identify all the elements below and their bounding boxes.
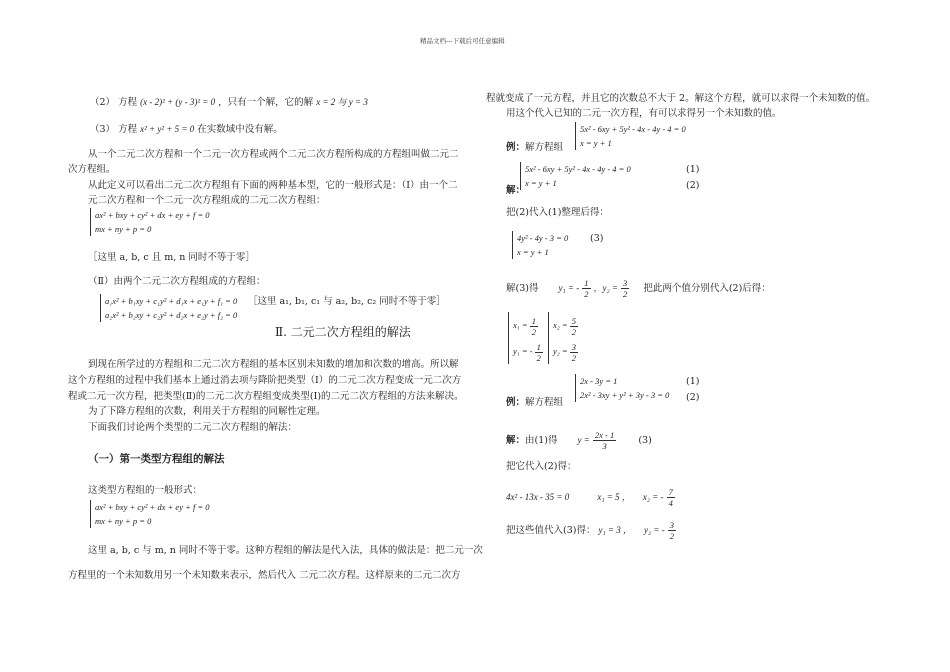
quadratic-row (506, 487, 675, 508)
para-method-2: 这个方程组的过程中我们基本上通过消去项与降阶把类型（Ⅰ）的二元二次方程变成一元二次方 (68, 375, 462, 386)
solution2-num3: (3) (638, 435, 652, 446)
quadratic-equation: 4x² - 13x - 35 = 0 (506, 492, 570, 502)
example2-text: 解方程组 (525, 397, 564, 408)
para-types-1: 从此定义可以看出二元二次方程组有下面的两种基本型，它的一般形式是：（Ⅰ）由一个二 (88, 180, 458, 191)
system-type1-eq2: mx + ny + p = 0 (95, 224, 152, 234)
yb-numerator: 3 (571, 341, 576, 352)
solution2-denominator: 3 (602, 441, 607, 451)
x1-label: x₁ = (513, 320, 528, 330)
substitute-text-2: 把它代入(2)得： (506, 461, 577, 472)
solution2-row (506, 430, 652, 451)
y2-denominator: 2 (623, 289, 628, 299)
y-solution-2-numerator: 3 (669, 520, 674, 530)
y2-label: ，y₂ = (593, 283, 618, 293)
example2-eq1: 2x - 3y = 1 (580, 376, 618, 386)
item3-text: 在实数域中没有解。 (197, 124, 283, 135)
system-general-eq2: mx + ny + p = 0 (95, 516, 152, 526)
item2-solution: x = 2 与 y = 3 (316, 97, 368, 107)
x-solution-2-fraction (667, 487, 675, 508)
solution1-x-values (508, 312, 543, 364)
solution2-text: 由(1)得 (525, 435, 558, 446)
x-solution-1: x₁ = 5 ， (597, 492, 631, 502)
y2-numerator: 3 (623, 278, 628, 288)
example1-eq2: x = y + 1 (580, 138, 612, 148)
ya-numerator: 1 (536, 341, 541, 352)
x2-denominator: 2 (571, 326, 576, 337)
para-continue-2: 用这个代入已知的二元一次方程，有可以求得另一个未知数的值。 (506, 108, 782, 119)
y-solution-2-label: y₂ = - (644, 525, 665, 535)
reduced-eq2: x = y + 1 (517, 247, 549, 257)
note-type1: ［这里 a, b, c 且 m, n 同时不等于零］ (88, 252, 255, 263)
x2-numerator: 5 (571, 315, 576, 326)
type2-intro: （Ⅱ）由两个二元二次方程组成的方程组： (88, 276, 266, 287)
solution1-eq1: 5x² - 6xy + 5y² - 4x - 4y - 4 = 0 (525, 164, 631, 174)
para-method-3: 程或二元一次方程，把类型(Ⅱ)的二元二次方程组变成类型(Ⅰ)的二元二次方程组的方法来解决。 (68, 391, 464, 402)
x2-fraction (570, 316, 578, 337)
y1-label: y₁ = - (558, 283, 580, 293)
section-title: Ⅱ. 二元二次方程组的解法 (275, 325, 411, 339)
page-header: 精品文档---下载后可任意编辑 (420, 37, 505, 45)
system-type1-general (90, 500, 210, 528)
x1-numerator: 1 (531, 315, 536, 326)
y-solution-2-fraction (668, 520, 676, 541)
reduced-eq1: 4y² - 4y - 3 = 0 (517, 233, 569, 243)
para-continue-1: 程就变成了一元方程，并且它的次数总不大于 2。解这个方程，就可以求得一个未知数的值。 (486, 93, 876, 104)
solution2-fraction (593, 430, 616, 451)
system-type2-eq1: a₁x² + b₁xy + c₁y² + d₁x + e₁y + f₁ = 0 (105, 296, 238, 306)
reduced-num3: (3) (590, 233, 604, 244)
solution2-tag: 解： (506, 435, 526, 446)
y-solution-1: y₁ = 3 ， (598, 525, 632, 535)
yb-denominator: 2 (571, 352, 576, 363)
solution1-y-values (548, 312, 578, 364)
y1-denominator: 2 (584, 289, 589, 299)
solution1-system (520, 162, 631, 190)
back-substitute-row (506, 520, 676, 541)
ya-fraction (535, 342, 543, 363)
system-type2-eq2: a₂x² + b₂xy + c₂y² + d₂x + e₂y + f₂ = 0 (105, 310, 238, 320)
x-solution-2-numerator: 7 (668, 487, 673, 497)
substitute-text-1: 把(2)代入(1)整理后得： (506, 207, 609, 218)
x2-label: x₂ = (553, 320, 568, 330)
subsection-title: （一）第一类型方程组的解法 (88, 453, 225, 465)
solve3-prefix: 解(3)得 (506, 283, 539, 294)
example2-eq2: 2x² - 3xy + y² + 3y - 3 = 0 (580, 390, 670, 400)
para-types-2: 元二次方程和一个二元一次方程组成的二元二次方程组： (88, 195, 326, 206)
example1-text: 解方程组 (525, 142, 564, 153)
y-solution-2-denominator: 2 (669, 531, 674, 541)
system-general-eq1: ax² + bxy + cy² + dx + ey + f = 0 (95, 502, 210, 512)
y2-fraction (621, 278, 629, 299)
para-definition-2: 次方程组。 (68, 164, 116, 175)
example1-system (575, 122, 686, 150)
x1-denominator: 2 (531, 326, 536, 337)
item-3 (90, 124, 283, 135)
solution1-num1: (1) (686, 164, 700, 175)
item2-text: ，只有一个解，它的解 (218, 97, 314, 108)
example1-eq1: 5x² - 6xy + 5y² - 4x - 4y - 4 = 0 (580, 124, 686, 134)
para-general-form: 这类型方程组的一般形式： (88, 485, 203, 496)
yb-label: y₂ = (553, 346, 568, 356)
ya-label: y₁ = - (513, 346, 533, 356)
solve3-suffix: 把此两个值分别代入(2)后得： (643, 283, 771, 294)
example2-system (575, 374, 669, 402)
y1-numerator: 1 (584, 278, 589, 288)
item2-label: （2） 方程 (90, 97, 138, 108)
back-substitute-text: 把这些值代入(3)得： (506, 525, 596, 536)
para-method-1: 到现在所学过的方程组和二元二次方程组的基本区别未知数的增加和次数的增高。所以解 (88, 359, 459, 370)
example1-tag: 例： (506, 142, 526, 153)
solve3-row (506, 278, 771, 299)
example2-num2: (2) (686, 392, 700, 403)
para-theorem: 为了下降方程组的次数，利用关于方程组的同解性定理。 (88, 406, 326, 417)
example2-tag: 例： (506, 397, 526, 408)
item3-equation: x² + y² + 5 = 0 (140, 124, 195, 134)
system-type1-eq1: ax² + bxy + cy² + dx + ey + f = 0 (95, 210, 210, 220)
item-2 (90, 97, 368, 108)
example1-label (506, 142, 563, 153)
system-type1 (90, 208, 210, 236)
reduced-system (512, 231, 568, 259)
note-type2: ［这里 a₁, b₁, c₁ 与 a₂, b₂, c₂ 同时不等于零］ (248, 296, 446, 307)
y1-fraction (582, 278, 590, 299)
para-definition-1: 从一个二元二次方程和一个二元一次方程或两个二元二次方程所构成的方程组叫做二元二 (88, 149, 459, 160)
item2-equation: (x - 2)² + (y - 3)² = 0 (140, 97, 216, 107)
solution1-num2: (2) (686, 180, 700, 191)
x1-fraction (530, 316, 538, 337)
example2-label (506, 397, 563, 408)
x-solution-2-denominator: 4 (668, 498, 673, 508)
x-solution-2-label: x₂ = - (642, 492, 664, 502)
ya-denominator: 2 (536, 352, 541, 363)
solution2-numerator: 2x - 1 (594, 430, 615, 440)
yb-fraction (570, 342, 578, 363)
para-substitution-2: 方程里的一个未知数用另一个未知数来表示，然后代入 二元二次方程。这样原来的二元二次方 (68, 570, 461, 581)
item3-label: （3） 方程 (90, 124, 138, 135)
para-substitution-1: 这里 a, b, c 与 m, n 同时不等于零。这种方程组的解法是代入法，具体的做法是：把二元一次 (88, 545, 483, 556)
solution1-label: 解： (506, 185, 526, 196)
solution2-y-label: y = (577, 435, 590, 445)
solution1-eq2: x = y + 1 (525, 178, 557, 188)
system-type2 (100, 294, 237, 322)
example2-num1: (1) (686, 376, 700, 387)
para-discuss: 下面我们讨论两个类型的二元二次方程组的解法： (88, 422, 298, 433)
